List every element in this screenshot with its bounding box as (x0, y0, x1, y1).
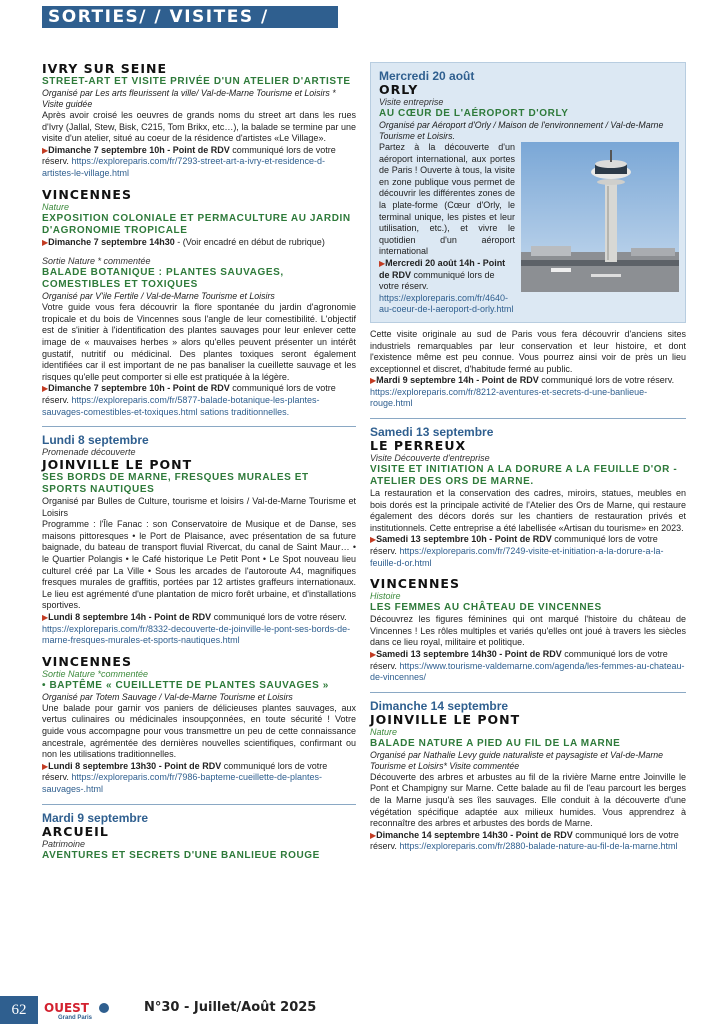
event-rdv: ▶Dimanche 14 septembre 14h30 - Point de RDV communiqué lors de votre réserv. https://exploreparis.com/fr/2880-balade-nature-au-fil-de-la-marne.html (370, 829, 679, 852)
event-organizer: Organisé par V'ile Fertile / Val-de-Marne Tourisme et Loisirs (42, 291, 275, 302)
event-category: Sortie Nature * commentée (42, 256, 151, 267)
event-rdv: ▶Dimanche 7 septembre 14h30 - (Voir encadré en début de rubrique) (42, 236, 325, 247)
day-heading: Dimanche 14 septembre (370, 698, 509, 713)
divider (42, 804, 356, 805)
triangle-bullet-icon: ▶ (370, 650, 377, 659)
event-city: ARCUEIL (42, 823, 109, 839)
event-description: Une balade pour garnir vos paniers de délicieuses plantes sauvages, aux vertus culinaires ou médicinales insoupçonnées, en toute sécurité ! Votre guide vous accompagne pour vous transmettre un peu de cette connaissance ancestrale, agrémentée des dernières nouvelles scientifiques, confirmant ou non les utilisations traditionnelles. (42, 702, 356, 760)
event-vincennes-femmes (370, 577, 686, 684)
page-number: 62 (0, 996, 38, 1024)
divider (42, 426, 356, 427)
event-link[interactable]: https://exploreparis.com/fr/8212-aventures-et-secrets-d-une-banlieue-rouge.html (370, 386, 648, 409)
day-heading: Lundi 8 septembre (42, 433, 149, 448)
event-link[interactable]: https://exploreparis.com/fr/7986-bapteme-cueillette-de-plantes-sauvages-.html (42, 772, 322, 794)
event-title: STREET-ART ET VISITE PRIVÉE D'UN ATELIER D'ARTISTE (42, 76, 351, 87)
event-description: Découverte des arbres et arbustes au fil de la rivière Marne entre Joinville le Pont et Champigny sur Marne. Cette balade au fil de l'eau parcourt les berges de la Marne jusqu'à ses îles sauvages. Elle conduit à la découverte d'une végétation spécifique adaptée aux milieux humides. Vous apprendrez à reconnaître des arbres et arbustes des bords de Marne. (370, 771, 686, 829)
event-category: Nature (42, 201, 70, 212)
event-description: Après avoir croisé les oeuvres de grands noms du street art dans les rues d'Ivry (Jallal, Stew, Bisk, C215, Tom Brikx, etc…), la balade se termine par une visite d'un atelier, situé au coeur de la résidence d'artistes «Le Village». (42, 110, 356, 144)
event-city: VINCENNES (370, 576, 460, 592)
event-title: LES FEMMES AU CHÂTEAU DE VINCENNES (370, 602, 602, 614)
event-category: Visite entreprise (379, 97, 444, 107)
event-city: IVRY SUR SEINE (42, 61, 167, 76)
event-vincennes-bapteme (42, 655, 356, 796)
event-category: Promenade découverte (42, 447, 136, 458)
event-rdv: ▶Samedi 13 septembre 14h30 - Point de RDV communiqué lors de votre réserv. https://www.tourisme-valdemarne.com/agenda/les-femmes-au-chateau-de-vincennes/ (370, 649, 685, 683)
divider (370, 418, 686, 419)
event-link[interactable]: https://www.tourisme-valdemarne.com/agenda/les-femmes-au-chateau-de-vincennes/ (370, 660, 685, 683)
issue-info: N°30 - Juillet/Août 2025 (144, 1000, 317, 1015)
event-city: JOINVILLE LE PONT (42, 457, 193, 473)
section-banner: SORTIES/ / VISITES / TOURISME (42, 6, 338, 28)
event-title: • BAPTÊME « CUEILLETTE DE PLANTES SAUVAGES » (42, 679, 329, 691)
event-le-perreux (370, 425, 686, 569)
day-heading: Samedi 13 septembre (370, 425, 494, 440)
event-arcueil (42, 811, 356, 862)
event-title: BALADE BOTANIQUE : PLANTES SAUVAGES, COMESTIBLES ET TOXIQUES (42, 267, 284, 291)
event-category: Patrimoine (42, 838, 86, 849)
right-column (370, 62, 686, 861)
event-category: Sortie Nature *commentée (42, 668, 149, 679)
event-description: Cette visite originale au sud de Paris vous fera découvrir d'anciens sites industriels remarquables par leur conservation et leur histoire, et dont l'existence même est peu connue. Vous pourrez ainsi voir de près un lieu exceptionnel et discret, d'habitude fermé au public. (370, 328, 686, 374)
event-organizer: Organisé par Nathalie Levy guide naturaliste et paysagiste et Val-de-Marne Tourisme et Loisirs* Visite commentée (370, 749, 664, 771)
event-rdv: ▶Lundi 8 septembre 13h30 - Point de RDV communiqué lors de votre réserv. https://exploreparis.com/fr/7986-bapteme-cueillette-de-plantes-sauvages-.html (42, 760, 328, 794)
event-link[interactable]: https://exploreparis.com/fr/4640-au-coeur-de-l-aeroport-d-orly.html (379, 292, 514, 315)
event-description: Partez à la découverte d'un aéroport international, aux portes de Paris ! Ouverte à tous, la visite en zone publique vous permet de découvrir les différentes zones de la plate-forme (Cœur d'Orly, le terminal unique, les pistes et leur utilisation, etc.), et vivre le quotidien d'un aéroport international (379, 142, 515, 257)
triangle-bullet-icon: ▶ (370, 376, 377, 386)
event-category: Visite Découverte d'entreprise (370, 453, 490, 464)
event-description: La restauration et la conservation des cadres, miroirs, statues, meubles en bois dorés est la principale activité de l'Atelier des Ors de Marne, qui restaure également des décors dorés sur les chantiers de restauration privés et institutionnels. Cette entreprise a été labellisée «Artisan du tourisme» en 2023. (370, 488, 686, 533)
triangle-bullet-icon: ▶ (42, 761, 49, 771)
event-link[interactable]: https://exploreparis.com/fr/8332-decouverte-de-joinville-le-pont-ses-bords-de-marne-fresques-murales-et-sports-nautiques.html (42, 623, 351, 646)
event-rdv: ▶Mardi 9 septembre 14h - Point de RDV communiqué lors de votre réserv. https://exploreparis.com/fr/8212-aventures-et-secrets-d-une-banlieue-rouge.html (370, 375, 675, 409)
highlight-box-orly (370, 62, 686, 323)
event-organizer: Organisé par Totem Sauvage / Val-de-Marne Tourisme et Loisirs (42, 691, 293, 702)
event-link[interactable]: https://exploreparis.com/fr/2880-balade-nature-au-fil-de-la-marne.html (399, 841, 678, 852)
event-organizer: Organisé par Aéroport d'Orly / Maison de l'environnement / Val-de-Marne Tourisme et Loisirs. (379, 120, 664, 141)
event-rdv: ▶Mercredi 20 août 14h - Point de RDV communiqué lors de votre réserv. https://exploreparis.com/fr/4640-au-coeur-de-l-aeroport-d-orly.html (379, 257, 514, 315)
event-city: VINCENNES (42, 186, 132, 202)
triangle-bullet-icon: ▶ (370, 535, 377, 545)
triangle-bullet-icon: ▶ (379, 258, 386, 268)
event-joinville-fresques (42, 433, 356, 647)
event-title: AU CŒUR DE L'AÉROPORT D'ORLY (379, 108, 569, 119)
day-heading: Mercredi 20 août (379, 69, 475, 83)
event-description: Votre guide vous fera découvrir la flore spontanée du jardin d'agronomie tropicale et du bois de Vincennes sous l'angle de leur comestibilité. L'objectif est de s'initier à l'identification des plantes sauvages pour leur enlever cette image de « mauvaises herbes » alors qu'elles peuvent présenter un intérêt gustatif, nutritif ou médicinal. Des plantes toxiques seront également identifiées car il est important de ne pas banaliser la cueillette sauvage et les risques qu'elle peut comporter si elle est pratiquée à la légère. (42, 302, 356, 382)
divider (370, 692, 686, 693)
triangle-bullet-icon: ▶ (370, 830, 377, 840)
triangle-bullet-icon: ▶ (42, 237, 49, 247)
event-ivry (42, 62, 356, 180)
event-description: Découvrez les figures féminines qui ont marqué l'histoire du château de Vincennes ! Les rôles multiples et variés qu'elles ont joué à travers les siècles dans ce lieu royal, militaire et politique. (370, 614, 686, 648)
logo-subtitle: Grand Paris (58, 1015, 93, 1020)
event-category: Histoire (370, 591, 401, 602)
event-link[interactable]: https://exploreparis.com/fr/7249-visite-et-initiation-a-la-dorure-a-la-feuille-d-or.html (370, 546, 664, 568)
event-vincennes-expo (42, 188, 356, 249)
event-link[interactable]: https://exploreparis.com/fr/5877-balade-botanique-les-plantes-sauvages-comestibles-et-toxiques.html sations traditionnelles. (42, 394, 320, 417)
event-rdv: ▶Dimanche 7 septembre 10h - Point de RDV communiqué lors de votre réserv. https://exploreparis.com/fr/7293-street-art-a-ivry-et-residence-d-artistes-le-village.html (42, 144, 336, 178)
page-footer (0, 996, 724, 1024)
event-title: AVENTURES ET SECRETS D'UNE BANLIEUE ROUGE (42, 849, 320, 861)
triangle-bullet-icon: ▶ (42, 613, 49, 623)
event-organizer: Organisé par Les arts fleurissent la ville/ Val-de-Marne Tourisme et Loisirs * Visite guidée (42, 88, 336, 109)
event-rdv: ▶Samedi 13 septembre 10h - Point de RDV communiqué lors de votre réserv. https://exploreparis.com/fr/7249-visite-et-initiation-a-la-dorure-a-la-feuille-d-or.html (370, 534, 664, 568)
event-city: ORLY (379, 82, 419, 97)
event-city: LE PERREUX (370, 438, 467, 454)
triangle-bullet-icon: ▶ (42, 145, 49, 155)
day-heading: Mardi 9 septembre (42, 810, 149, 825)
event-organizer: Organisé par Bulles de Culture, tourisme et loisirs / Val-de-Marne Tourisme et Loisirs (42, 496, 356, 518)
left-column (42, 62, 356, 870)
event-arcueil-continued (370, 329, 686, 410)
event-description: Programme : l'Île Fanac : son Conservatoire de Musique et de Danse, ses maisons pittoresques • le Port de Plaisance, avec présentation de sa future baignade, du bateau de transport fluvial Rivercat, du canal de Saint Maur… • le Quartier Polangis • le Café historique Le Petit Pont • Le Spot nouveau lieu culturel créé par La Ville • Sous les arcades de l'autoroute A4, magnifiques fresques murales de graffitis, portées par 12 artistes graffeurs internationaux. Le lieu est agrémenté d'une plantation de micro forêt urbaine, et d'installations sportives. (42, 519, 356, 611)
control-tower-photo (521, 142, 679, 292)
magazine-logo (44, 1000, 114, 1020)
event-joinville-balade (370, 699, 686, 853)
event-city: JOINVILLE LE PONT (370, 711, 521, 727)
event-title: SES BORDS DE MARNE, FRESQUES MURALES ET SPORTS NAUTIQUES (42, 472, 309, 496)
event-link[interactable]: https://exploreparis.com/fr/7293-street-art-a-ivry-et-residence-d-artistes-le-village.html (42, 156, 325, 178)
event-rdv: ▶Dimanche 7 septembre 10h - Point de RDV communiqué lors de votre réserv. https://exploreparis.com/fr/5877-balade-botanique-les-plantes-sauvages-comestibles-et-toxiques.html sations traditionnelles. (42, 383, 336, 417)
triangle-bullet-icon: ▶ (42, 384, 49, 394)
event-category: Nature (370, 726, 398, 737)
event-balade-botanique (42, 256, 356, 418)
event-title: EXPOSITION COLONIALE ET PERMACULTURE AU JARDIN D'AGRONOMIE TROPICALE (42, 212, 351, 236)
event-city: VINCENNES (42, 653, 132, 669)
event-title: VISITE ET INITIATION A LA DORURE A LA FEUILLE D'OR - ATELIER DES ORS DE MARNE. (370, 464, 678, 488)
event-rdv: ▶Lundi 8 septembre 14h - Point de RDV communiqué lors de votre réserv. https://exploreparis.com/fr/8332-decouverte-de-joinville-le-pont-ses-bords-de-marne-fresques-murales-et-sports-nautiques.html (42, 612, 351, 646)
logo-text: OUEST (44, 1001, 89, 1015)
event-title: BALADE NATURE A PIED AU FIL DE LA MARNE (370, 737, 621, 749)
